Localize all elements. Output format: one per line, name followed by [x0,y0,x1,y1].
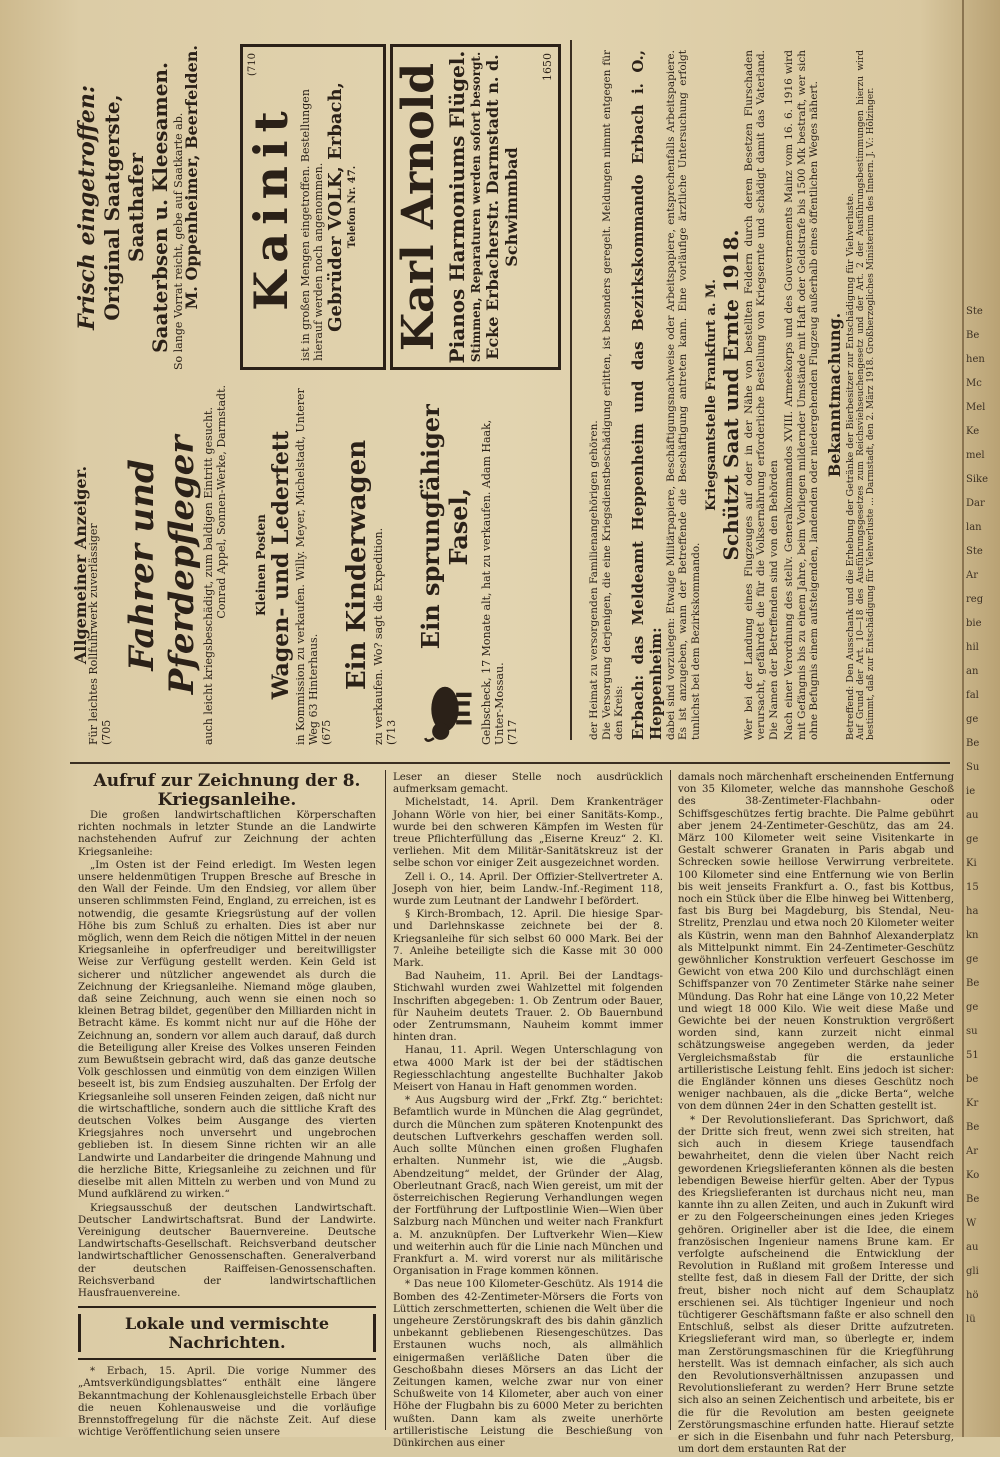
ad-kinderwagen-ref: (713 [385,719,398,745]
margin-fragment: Ste [966,546,983,557]
margin-fragment: Su [966,762,980,773]
ad-kainit-line: ist in großen Mengen eingetroffen. Bestellungen hierauf werden noch angenommen. [299,89,325,361]
margin-fragment: Mc [966,378,982,389]
col2-para-6: Hanau, 11. April. Wegen Unterschlagung von etwa 4000 Mark ist der bei der städtischen Regiesschlachtung angestellte Buchhalter Jakob Meisert von Hanau in Haft genommen worden. [393,1045,663,1094]
column-rule-2 [670,770,671,1430]
ad-wagenfett-line: in Kommission zu verkaufen. Willy. Meyer, Michelstadt, Unterer Weg 63 Hinterhaus. [294,388,320,745]
col1-para-2: „Im Osten ist der Feind erledigt. Im Westen legen unsere heldenmütigen Truppen Bresche auf Bresche in den Wall der Feinde. Um den Endsieg, vor allem über unseren schlimmsten Feind, England, zu erreichen, ist es notwendig, die gesamte Kriegsrüstung auf der vollen Höhe bis zum Schluß zu erhalten. Dies ist aber nur möglich, wenn dem Reich die nötigen Mittel in der neuen Kriegsanleihe in opferfreudiger und bereitwilligster Weise zur Verfügung gestellt werden. Kein Geld ist sicherer und nützlicher angewendet als durch die Zeichnung der Kriegsanleihe. Niemand möge glauben, daß seine Zeichnung, auch wenn sie einen noch so kleinen Betrag bildet, gegenüber den Milliarden nicht in Betracht käme. Es kommt nicht nur auf die Höhe der Zeichnung an, sondern vor allem auch darauf, daß durch die Beteiligung aller Kreise des Volkes unseren Feinden zum Bewußtsein gebracht wird, daß das ganze deutsche Volk geschlossen und einmütig von dem einzigen Willen beseelt ist, bis zum Endsieg auszuhalten. Der Erfolg der Kriegsanleihe soll unseren Feinden zeigen, daß nicht nur die wirtschaftliche, sondern auch die sittliche Kraft des deutschen Volkes beim Ausgange des vierten Kriegsjahres noch unversehrt und ungebrochen geblieben ist. In diesem Sinne richten wir an alle Landwirte und Landarbeiter die dringende Mahnung und die herzliche Bitte, Kriegsanleihe zu zeichnen und für dieselbe mit allen Mitteln zu werben und von Mund zu Mund aufklärend zu wirken.“ [78,859,376,1201]
col2-para-3: Zell i. O., 14. April. Der Offizier-Stellvertreter A. Joseph von hier, beim Landw.-Inf.-Regiment 118, wurde zum Leutnant der Landwehr I befördert. [393,871,663,908]
margin-fragment: Ki [966,858,977,869]
margin-fragment: lan [966,522,982,533]
margin-fragment: Be [966,330,980,341]
bekanntmachung-title: Bekanntmachung. [824,312,844,478]
margin-fragment: Be [966,1122,980,1133]
ad-allgemeiner-ref: (705 [100,719,113,745]
ad-fahrer-title: Fahrer und Pferdepfleger [122,435,202,695]
ad-kainit [240,44,386,370]
col2-para-1: Leser an dieser Stelle noch ausdrücklich aufmerksam gemacht. [393,772,663,796]
margin-fragment: ie [966,786,976,797]
ad-kainit-title: Kainit [244,103,298,311]
margin-fragment: an [966,666,979,677]
col2-para-2: Michelstadt, 14. April. Dem Krankenträger Johann Wörle von hier, bei einer Sanitäts-Komp., wurde bei den schweren Kämpfen im Westen für treue Pflichterfüllung das „Eiserne Kreuz“ 2. Kl. verliehen. Mit dem Militär-Sanitätskreuz ist der selbe schon vor einiger Zeit ausgezeichnet worden. [393,797,663,870]
notice-text: Die Versorgung derjenigen, die eine Kriegsdienstbeschädigung erlitten, ist besonders geregelt. Meldungen nimmt entgegen für den Kreis: [600,50,625,740]
notice-lead: der Heimat zu versorgenden Familienangehörigen gehören. [588,420,600,740]
margin-fragment: Be [966,1194,980,1205]
margin-fragment: bie [966,618,982,629]
horizontal-rule-main [70,762,950,764]
ads-vertical-rule [570,40,572,740]
section-rule-2 [78,1358,376,1360]
margin-fragment: gli [966,1266,979,1277]
margin-fragment: au [966,1242,979,1253]
col1-para-1: Die großen landwirtschaftlichen Körperschaften richten nochmals in letzter Stunde an die Landwirte nachstehenden Aufruf zur Zeichnung der achten Kriegsanleihe: [78,810,376,858]
margin-fragment: lü [966,1314,976,1325]
margin-fragment: ge [966,834,979,845]
col3-para-2: * Der Revolutionslieferant. Das Sprichwort, daß der Dritte sich freut, wenn zwei sich streiten, hat sich auch in diesem Kriege tausendfach bewahrheitet, denn die vielen über Nacht reich gewordenen Kriegslieferanten können als die besten lebendigen Beweise hierfür gelten. Aber der Typus des Kriegslieferanten ist durchaus nicht neu, man kannte ihn zu allen Zeiten, und auch in Zukunft wird er zu den Folgeerscheinungen eines jeden Krieges gehören. Origineller aber ist die Idee, die einem französischen Ingenieur namens Brune kam. Er verfolgte aufscheinend die Entwicklung der Revolution in Rußland mit großem Interesse und stellte fest, daß in diesem Fall der Dritte, der sich freut, bisher noch nicht auf dem Schauplatz erschienen sei. Als tüchtiger Ingenieur und noch tüchtigerer Geschäftsmann faßte er also schnell den Entschluß, selbst als dieser Dritte aufzutreten. Kriegslieferant wird man, so überlegte er, indem man Zerstörungsmaschinen für die Kriegführung herstellt. Was ist demnach einfacher, als sich auch den Revolutionsverhältnissen anzupassen und Revolutionslieferant zu werden? Herr Brune setzte sich also an seinen Zeichentisch und arbeitete, bis er die für die Revolution am besten geeignete Zerstörungsmaschine erfunden hatte. Hierauf setzte er sich in die Eisenbahn und fuhr nach Petersburg, um dort dem erstaunten Rat der [678,1114,954,1456]
bekanntmachung-text: Auf Grund der Art. 10—18 des Ausführungsgesetzes zum Reichsviehseuchengesetz und der Art. 2 der Ausführungsbestimmungen hierzu wird bestimmt, daß zur Entschädigung für Viehverluste ... Darmstadt, den 2. März 1918. Großherzogliches Ministerium des Innern. J. V.: Hölzinger. [855,50,876,740]
notice-place-1: Erbach: [628,674,647,740]
ad-kinderwagen-title: Ein Kinderwagen [342,439,372,691]
notice-place-2: Heppenheim: [646,627,665,740]
ad-arnold-title: Karl Arnold [393,62,444,352]
ad-allgemeiner [71,385,113,745]
ad-kainit-ref: (710 [247,53,258,76]
ad-kinderwagen [342,385,398,745]
margin-fragment: Ko [966,1170,980,1181]
ad-arnold-item-1: Pianos [445,288,469,364]
bull-icon [410,676,480,745]
col2-para-5: Bad Nauheim, 11. April. Bei der Landtags-Stichwahl wurden zwei Wahlzettel mit folgenden Inschriften abgegeben: 1. Ob Zentrum oder Bauer, für Nauheim deutets Trauer. 2. Ob Bauernbund oder Zentrumsmann, Nauheim kommt immer hinten dran. [393,971,663,1044]
margin-fragment: mel [966,450,985,461]
margin-fragment: Ar [966,1146,979,1157]
ad-arnold-line: Stimmen, Reparaturen werden sofort besorgt. [469,51,483,363]
ad-kinderwagen-line: zu verkaufen. Wo? sagt die Expedition. [372,527,385,745]
top-right-notices [580,40,950,750]
ad-fasel-ref: (717 [506,719,519,745]
margin-fragment: fal [966,690,979,701]
kriegsamt-text: Wer bei der Landung eines Flugzeuges auf oder in der Nähe von bestellten Feldern durch deren Besetzen Flurschaden verursacht, gefährdet die für die Volksernährung erforderliche Bestellung von Kriegsernte und schädigt damit das Vaterland. Die Namen der Betreffenden sind von den Behörden [742,50,780,740]
margin-fragment: au [966,810,979,821]
margin-fragment: reg [966,594,984,605]
ad-fahrer-firm: Conrad Appel, Sonnen-Werke, Darmstadt. [215,385,228,619]
ad-allgemeiner-title: Allgemeiner Anzeiger. [71,465,90,665]
ad-saatgerste-item-2: Saathafer [124,153,148,262]
ad-fasel-line: Gelbscheck, 17 Monate alt, hat zu verkaufen. Adam Haak, Unter-Mossau. [480,419,506,745]
margin-fragment: 51 [966,1050,979,1061]
ad-wagenfett-head: Kleinen Posten [254,514,268,616]
ad-arnold-item-2: Harmoniums [445,135,469,282]
margin-fragment: Sike [966,474,989,485]
lokale-nachrichten-title: Lokale und vermischte Nachrichten. [78,1314,376,1352]
bekanntmachung-paragraph: Nach einer Verordnung des stellv. Generalkommandos XVIII. Armeekorps und des Gouvernements Mainz vom 16. 6. 1916 wird mit Gefängnis bis zu einem Jahre, beim Vorliegen mildernder Umstände mit Haft oder Geldstrafe bis 1500 Mk bestraft, wer sich ohne Befugnis einem aufsteigenden, landenden oder niedergehenden Flugzeug außerhalb eines öffentlichen Weges nähert. [783,50,820,740]
col2-para-7: * Aus Augsburg wird der „Frkf. Ztg.“ berichtet: Befamtlich wurde in München die Alag gegründet, durch die München zum späteren Knotenpunkt des deutschen Luftverkehrs geschaffen werden soll. Auch sollte München einen großen Flughafen erhalten. Nunmehr ist, wie die „Augsb. Abendzeitung“ meldet, der Gründer der Alag, Oberleutnant Gracß, nach Wien gereist, um mit der österreichischen Regierung Verhandlungen wegen der Fortführung der Luftpostlinie Wien—Wien über Salzburg nach München und weiter nach Frankfurt a. M. anzuknüpfen. Der Luftverkehr Wien—Kiew und weiterhin auch für die Linie nach München und Frankfurt a. M. wird vorerst nur als militärische Organisation in Frage kommen können. [393,1095,663,1278]
margin-fragment: Be [966,978,980,989]
margin-fragment: Kr [966,1098,979,1109]
notice-body: dabei sind vorzulegen: Etwaige Militärpapiere, Beschäftigungsnachweise oder Arbeitspapiere, entsprechenfalls Arbeitspapiere. Es ist anzugeben, wann der Betreffende die Beschäftigung antreten kann. Eine vorläufige ärztliche Untersuchung erfolgt tunlichst bei dem Bezirkskommando. [664,50,702,740]
right-margin-fragments [966,300,1000,1430]
ad-wagenfett-title: Wagen- und Lederfett [268,430,294,700]
margin-fragment: be [966,1074,979,1085]
margin-fragment: Ke [966,426,980,437]
ad-fahrer [122,385,228,745]
section-rule [78,1306,376,1308]
notice-office: das Meldeamt Heppenheim und das Bezirkskommando Erbach i. O., [628,50,647,665]
ad-allgemeiner-line: Für leichtes Rollfuhrwerk zuverlässiger [87,523,100,745]
ad-saatgerste-line: So lange Vorrat reicht, gebe auf Saatkarte ab. [172,112,185,370]
notice-heppenheim [588,50,877,740]
ad-wagenfett [255,385,333,745]
ad-arnold-ref: 1650 [541,53,554,81]
right-page-edge [962,0,964,1437]
ad-saatgerste-item-3: Saaterbsen u. Kleesamen. [148,62,172,353]
margin-fragment: ha [966,906,979,917]
kriegsanleihe-title: Aufruf zur Zeichnung der 8. Kriegsanleihe. [93,771,361,810]
margin-fragment: Dar [966,498,985,509]
margin-fragment: W [966,1218,977,1229]
ad-arnold-item-3: Flügel. [445,50,469,129]
margin-fragment: Mel [966,402,986,413]
margin-fragment: ge [966,1002,979,1013]
margin-fragment: Ste [966,306,983,317]
margin-fragment: hö [966,1290,979,1301]
kriegsamt-title: Kriegsamtstelle Frankfurt a. M. [704,279,719,511]
ad-fasel-title: Ein sprungfähiger Fasel, [416,404,473,650]
ad-saatgerste [74,45,201,370]
column-3 [678,772,954,1457]
col2-para-4: § Kirch-Brombach, 12. April. Die hiesige Spar- und Darlehnskasse zeichnete bei der 8. Kriegsanleihe für sich selbst 60 000 Mark. Bei der 7. Anleihe beteiligte sich die Kasse mit 30 000 Mark. [393,909,663,970]
ad-saatgerste-title: Frisch eingetroffen: [74,84,100,331]
margin-fragment: ge [966,954,979,965]
ad-fasel [410,385,519,745]
margin-fragment: su [966,1026,978,1037]
col1-para-3: Kriegsausschuß der deutschen Landwirtschaft. Deutscher Landwirtschaftsrat. Bund der Landwirte. Vereinigung deutscher Bauernvereine. Deutsche Landwirtschafts-Gesellschaft. Reichsverband deutscher landwirtschaftlicher Genossenschaften. Generalverband der deutschen Raiffeisen-Genossenschaften. Reichsverband der landwirtschaftlichen Hausfrauenvereine. [78,1202,376,1299]
margin-fragment: Ar [966,570,979,581]
column-rule-1 [385,770,386,1430]
margin-fragment: hil [966,642,979,653]
column-2 [393,772,663,1451]
ad-fahrer-line: auch leicht kriegsbeschädigt, zum baldigen Eintritt gesucht. [202,407,215,745]
ad-kainit-firm: Gebrüder VOLK, Erbach, [325,82,346,332]
margin-fragment: 15 [966,882,979,893]
ad-arnold [390,44,561,370]
ad-wagenfett-ref: (675 [320,719,333,745]
ad-arnold-firm: Ecke Erbacherstr. Darmstadt n. d. Schwimmbad [483,54,521,360]
kriegsamt-heading: Schützt Saat und Ernte 1918. [718,229,743,561]
ad-saatgerste-firm: M. Oppenheimer, Beerfelden. [182,45,201,310]
column-1 [78,772,376,1440]
col2-para-8: * Das neue 100 Kilometer-Geschütz. Als 1914 die Bomben des 42-Zentimeter-Mörsers die Forts von Lüttich zerschmetterten, schienen die Welt über die ungeheure Zerstörungskraft des bis dahin gänzlich unbekannt gebliebenen Riesengeschützes. Das Erstaunen wuchs noch, als allmählich einigermaßen verläßliche Daten über die Geschoßbahn dieses Mörsers an das Licht der Zeitungen kamen, welche zwar nur von einer Schußweite von 14 Kilometer, aber auch von einer Höhe der Flugbahn bis zu 6000 Meter zu berichten wußten. Dann kam als zweite unerhörte artilleristische Leistung die Beschießung von Dünkirchen aus einer [393,1279,663,1449]
ad-kainit-tel: Telefon Nr. 47. [347,165,358,249]
col3-para-1: damals noch märchenhaft erscheinenden Entfernung von 35 Kilometer, welche das mannshohe Geschoß des 38-Zentimeter-Flachbahn- oder Schiffsgeschützes fertig brachte. Die Palme gebührt aber jenem 24-Zentimeter-Geschütz, das am 24. März 100 Kilometer weit seine Visitenkarte in Gestalt schwerer Granaten in Paris abgab und Schrecken sowie heillose Verwirrung verbreitete. 100 Kilometer sind eine Entfernung wie von Berlin bis weit jenseits Frankfurt a. O., fast bis Kottbus, noch ein Stück über die Elbe hinweg bei Wittenberg, fast bis Burg bei Magdeburg, bis Stendal, Neu-Strelitz, Prenzlau und etwa noch 20 Kilometer weiter als Küstrin, wenn man den Bahnhof Alexanderplatz als Mittelpunkt nimmt. Ein 24-Zentimeter-Geschütz gewöhnlicher Konstruktion verfeuert Geschosse im Gewicht von etwa 200 Kilo und durchschlägt einen Schiffspanzer von 70 Zentimeter Stärke nahe seiner Mündung. Das Rohr hat eine Länge von 10,22 Meter und wiegt 18 000 Kilo. Wie weit diese Maße und Gewichte bei der neuen Konstruktion vergrößert worden sind, kann zurzeit nicht einmal schätzungsweise angegeben werden, da jeder Vergleichsmaßstab für die erstaunliche artilleristische Leistung fehlt. Eins jedoch ist sicher: die Engländer können uns dieses Geschütz noch weniger nachbauen, als die „dicke Berta“, welche von dem dünnen 24er in den Schatten gestellt ist. [678,772,954,1113]
margin-fragment: hen [966,354,985,365]
top-left-ads [70,40,565,750]
bekanntmachung-betreff: Betreffend: Den Ausschank und die Erhebung der Getränke der Bierbesitzer zur Entschädigung für Viehverluste. [844,192,856,740]
col1-section-para-1: * Erbach, 15. April. Die vorige Nummer des „Amtsverkündigungsblattes“ enthält eine längere Bekanntmachung der Kohlenausgleichstelle Erbach über die neuen Kohlenausweise und die vorläufige Brennstoffregelung für die nächste Zeit. Auf diese wichtige Veröffentlichung seien unsere [78,1366,376,1439]
margin-fragment: kn [966,930,979,941]
ad-saatgerste-item-1: Original Saatgerste, [100,94,124,321]
margin-fragment: ge [966,714,979,725]
margin-fragment: Be [966,738,980,749]
